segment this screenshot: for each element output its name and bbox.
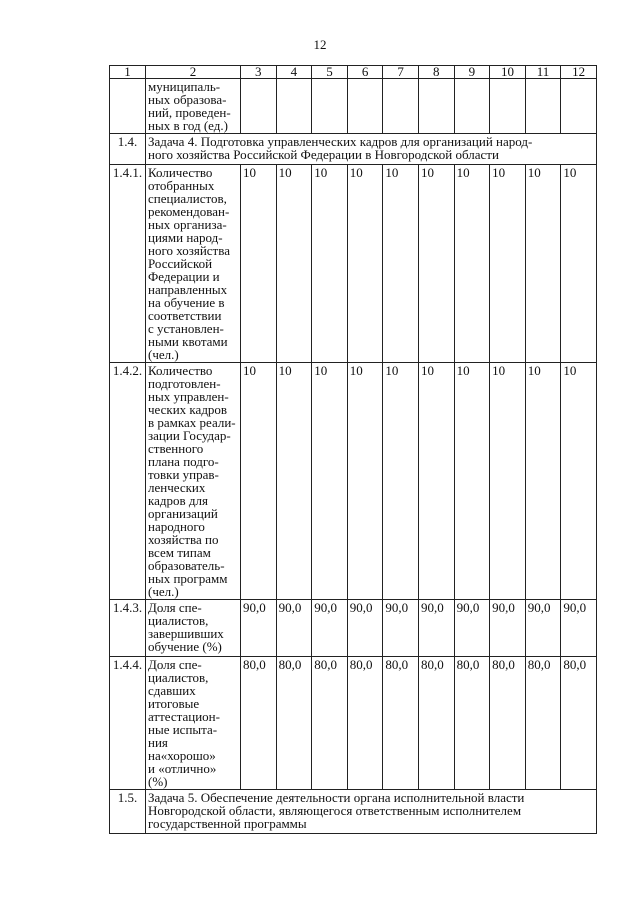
- table-row: [110, 657, 597, 790]
- row-number: 1.4.: [110, 134, 146, 165]
- indicator-value: 90,0: [276, 600, 312, 657]
- page-number: 12: [313, 37, 327, 52]
- column-header: 9: [454, 66, 490, 79]
- indicator-value: 10: [276, 165, 312, 363]
- indicator-value: 80,0: [347, 657, 383, 790]
- task-row: [110, 790, 597, 834]
- indicator-value: 10: [312, 165, 348, 363]
- indicator-value: 10: [561, 363, 597, 600]
- indicator-value: 10: [241, 363, 277, 600]
- indicator-value: 90,0: [561, 600, 597, 657]
- indicator-value: 90,0: [383, 600, 419, 657]
- row-number: 1.5.: [110, 790, 146, 834]
- task-title: Задача 5. Обеспечение деятельности органа исполнительной власти Новгородской области, являющегося ответственным исполнителем государственной программы: [146, 790, 597, 834]
- indicator-value: 90,0: [525, 600, 561, 657]
- table-row: [110, 363, 597, 600]
- indicator-value: 10: [276, 363, 312, 600]
- indicator-value: 10: [383, 363, 419, 600]
- indicator-value: 80,0: [525, 657, 561, 790]
- indicator-value: [454, 79, 490, 134]
- indicator-value: [383, 79, 419, 134]
- indicator-label: Доля спе- циалистов, завершивших обучение (%): [146, 600, 241, 657]
- indicator-value: 80,0: [312, 657, 348, 790]
- indicator-value: 10: [454, 165, 490, 363]
- indicator-value: [561, 79, 597, 134]
- indicator-label: Количество отобранных специалистов, рекомендован- ных организа- циями народ- ного хозяйства Российской Федерации и направленных на обучение в соответствии с установлен- ными квотами (чел.): [146, 165, 241, 363]
- indicator-value: 10: [490, 165, 526, 363]
- indicator-value: [525, 79, 561, 134]
- indicator-value: [490, 79, 526, 134]
- row-number: 1.4.1.: [110, 165, 146, 363]
- indicator-value: [418, 79, 454, 134]
- indicator-value: 10: [312, 363, 348, 600]
- row-number: [110, 79, 146, 134]
- indicator-value: 10: [418, 165, 454, 363]
- column-header: 8: [418, 66, 454, 79]
- indicator-value: 80,0: [241, 657, 277, 790]
- indicators-table: [109, 65, 597, 834]
- indicator-value: 10: [490, 363, 526, 600]
- indicator-value: 10: [454, 363, 490, 600]
- indicator-value: [347, 79, 383, 134]
- column-header: 2: [146, 66, 241, 79]
- indicator-value: 10: [347, 165, 383, 363]
- indicator-value: 90,0: [490, 600, 526, 657]
- indicator-label: Доля спе- циалистов, сдавших итоговые аттестацион- ные испыта- ния на«хорошо» и «отлично» (%): [146, 657, 241, 790]
- indicator-value: 10: [525, 165, 561, 363]
- indicator-value: 10: [347, 363, 383, 600]
- indicator-label: муниципаль- ных образова- ний, проведен- ных в год (ед.): [146, 79, 241, 134]
- indicator-value: [241, 79, 277, 134]
- row-number: 1.4.4.: [110, 657, 146, 790]
- indicator-value: 80,0: [454, 657, 490, 790]
- indicator-value: 10: [418, 363, 454, 600]
- indicator-value: 10: [561, 165, 597, 363]
- row-number: 1.4.3.: [110, 600, 146, 657]
- indicator-value: 80,0: [561, 657, 597, 790]
- column-header: 10: [490, 66, 526, 79]
- indicator-value: 80,0: [276, 657, 312, 790]
- table-row: [110, 79, 597, 134]
- table-header-row: [110, 66, 597, 79]
- task-row: [110, 134, 597, 165]
- task-title: Задача 4. Подготовка управленческих кадров для организаций народ- ного хозяйства Российской Федерации в Новгородской области: [146, 134, 597, 165]
- indicator-value: [276, 79, 312, 134]
- indicator-value: 10: [525, 363, 561, 600]
- column-header: 1: [110, 66, 146, 79]
- indicator-value: [312, 79, 348, 134]
- column-header: 7: [383, 66, 419, 79]
- indicator-value: 10: [383, 165, 419, 363]
- indicator-value: 90,0: [241, 600, 277, 657]
- indicator-value: 90,0: [347, 600, 383, 657]
- indicator-value: 80,0: [490, 657, 526, 790]
- indicator-value: 90,0: [454, 600, 490, 657]
- column-header: 3: [241, 66, 277, 79]
- column-header: 5: [312, 66, 348, 79]
- column-header: 6: [347, 66, 383, 79]
- indicator-value: 90,0: [418, 600, 454, 657]
- table-row: [110, 165, 597, 363]
- table-row: [110, 600, 597, 657]
- indicator-value: 10: [241, 165, 277, 363]
- column-header: 4: [276, 66, 312, 79]
- indicator-value: 80,0: [383, 657, 419, 790]
- column-header: 12: [561, 66, 597, 79]
- indicator-value: 80,0: [418, 657, 454, 790]
- row-number: 1.4.2.: [110, 363, 146, 600]
- indicator-label: Количество подготовлен- ных управлен- ческих кадров в рамках реали- зации Государ- ственного плана подго- товки управ- ленческих кадров для организаций народного хозяйства по всем типам образователь- ных программ (чел.): [146, 363, 241, 600]
- column-header: 11: [525, 66, 561, 79]
- indicator-value: 90,0: [312, 600, 348, 657]
